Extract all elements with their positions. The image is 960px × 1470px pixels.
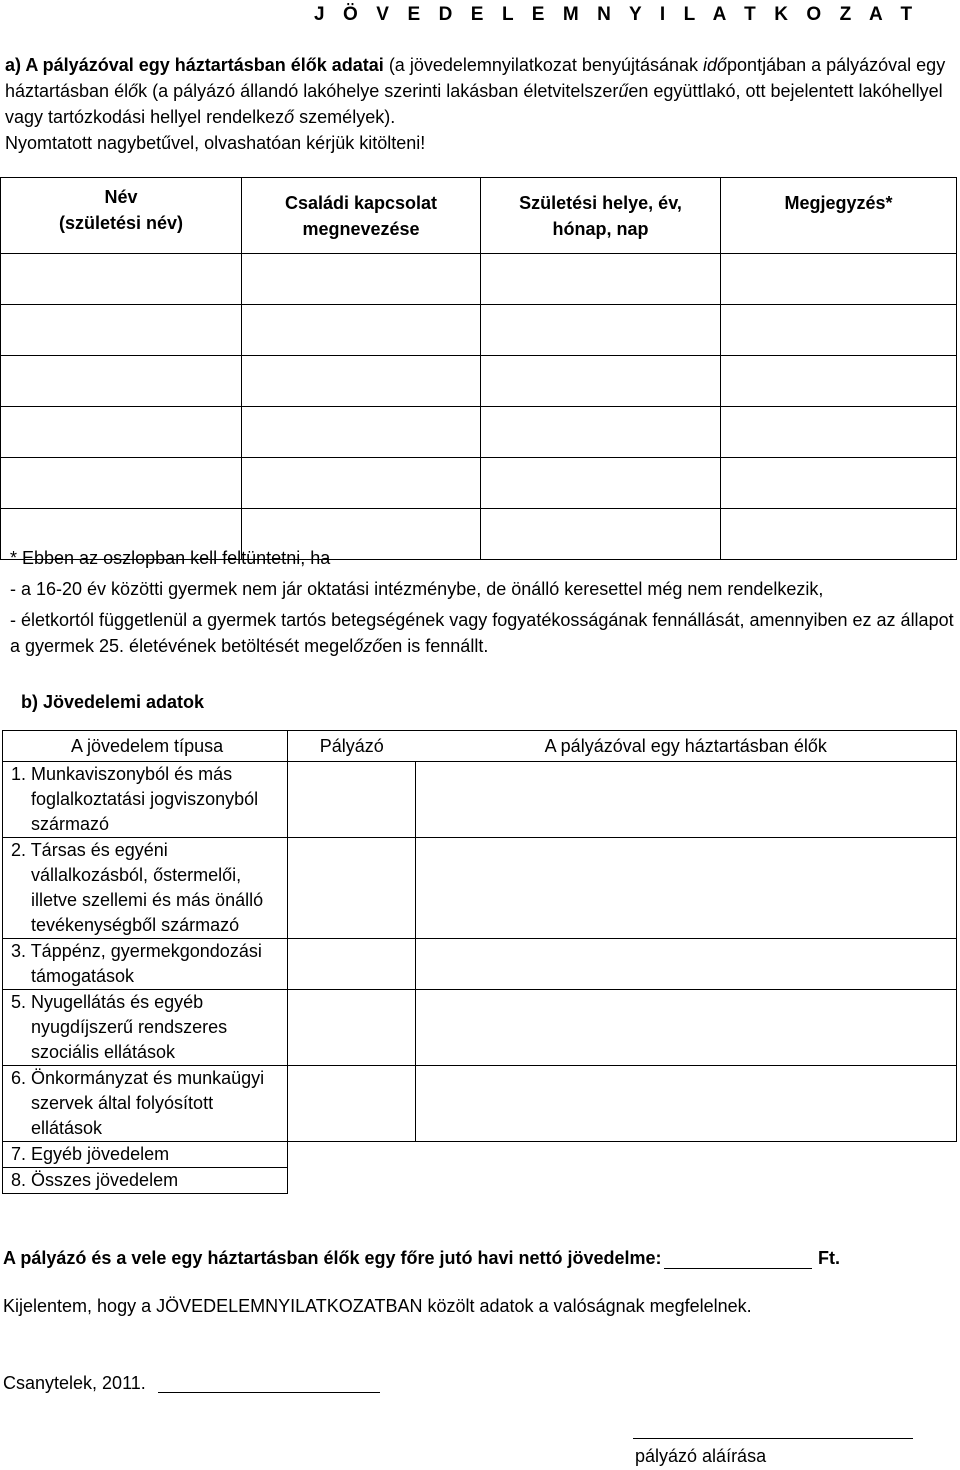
income-table: [2, 730, 957, 1194]
income-type-cell: [3, 762, 288, 838]
income-household-cell[interactable]: [416, 1066, 957, 1142]
income-row: [3, 1168, 957, 1194]
signature-label: pályázó aláírása: [635, 1446, 767, 1466]
table-cell[interactable]: [242, 305, 481, 356]
income-household-cell[interactable]: [416, 1168, 957, 1194]
date-field[interactable]: [158, 1392, 380, 1393]
col-header-note: [721, 178, 957, 254]
income-type-text: vállalkozásból, őstermelői,: [31, 865, 242, 885]
table-header-row: [1, 178, 957, 254]
income-type-cell: [3, 990, 288, 1066]
income-type-text: 5. Nyugellátás és egyéb: [11, 992, 204, 1012]
income-type-text: 3. Táppénz, gyermekgondozási: [11, 941, 262, 961]
intro-text: ő: [284, 107, 295, 127]
income-applicant-cell[interactable]: [288, 1142, 416, 1168]
footnote-line: - a 16-20 év közötti gyermek nem jár oktatási intézménybe, de önálló keresettel még nem rendelkezik,: [10, 579, 824, 599]
col-header-text: Név (születési név): [58, 187, 184, 233]
income-household-cell[interactable]: [416, 939, 957, 990]
intro-text: k (a pályázó állandó lakóhelye szerinti lakásban életvitelszer: [138, 81, 619, 101]
table-cell[interactable]: [1, 305, 242, 356]
table-cell[interactable]: [242, 407, 481, 458]
net-income-label: A pályázó és a vele egy háztartásban élők egy főre jutó havi nettó jövedelme:: [3, 1248, 662, 1268]
table-cell[interactable]: [721, 305, 957, 356]
fill-instruction: Nyomtatott nagybetűvel, olvashatóan kérjük kitölteni!: [5, 133, 426, 153]
income-household-cell[interactable]: [416, 1142, 957, 1168]
income-row: [3, 990, 957, 1066]
income-type-cell: [3, 838, 288, 939]
income-type-text: tevékenységből származó: [31, 915, 240, 935]
intro-text: (a jövedelemnyilatkozat benyújtásának: [383, 55, 703, 75]
table-cell[interactable]: [481, 356, 721, 407]
section-a-label: a) A pályázóval egy háztartásban élők adatai: [5, 55, 384, 75]
declaration-text: Kijelentem, hogy a JÖVEDELEMNYILATKOZATBAN közölt adatok a valóságnak megfelelnek.: [3, 1296, 752, 1316]
table-row: [1, 356, 957, 407]
table-cell[interactable]: [721, 254, 957, 305]
income-household-cell[interactable]: [416, 990, 957, 1066]
table-cell[interactable]: [721, 458, 957, 509]
income-type-text: 2. Társas és egyéni: [11, 840, 168, 860]
table-cell[interactable]: [721, 356, 957, 407]
table-cell[interactable]: [481, 458, 721, 509]
income-type-text: származó: [31, 814, 110, 834]
income-applicant-cell[interactable]: [288, 990, 416, 1066]
income-row: [3, 838, 957, 939]
table-cell[interactable]: [242, 458, 481, 509]
income-applicant-cell[interactable]: [288, 762, 416, 838]
income-applicant-cell[interactable]: [288, 939, 416, 990]
footnote-line: - életkortól függetlenül a gyermek tartós betegségének vagy fogyatékosságának fennállását, amennyiben ez az állapot: [10, 610, 954, 630]
table-cell[interactable]: [481, 254, 721, 305]
income-col-applicant: Pályázó: [288, 731, 416, 762]
income-type-text: nyugdíjszerű rendszeres: [31, 1017, 228, 1037]
table-row: [1, 305, 957, 356]
income-col-household: A pályázóval egy háztartásban élők: [416, 731, 957, 762]
income-row: [3, 1066, 957, 1142]
income-type-text: ellátások: [31, 1118, 103, 1138]
col-header-birth: [481, 178, 721, 254]
table-row: [1, 254, 957, 305]
table-row: [1, 458, 957, 509]
section-b-label: b) Jövedelemi adatok: [21, 692, 205, 712]
col-header-text: Születési helye, év, hónap, nap: [519, 193, 682, 239]
section-a-intro: [5, 52, 957, 156]
place-date: Csanytelek, 2011.: [3, 1373, 146, 1393]
income-type-text: foglalkoztatási jogviszonyból: [31, 789, 259, 809]
footnote-line: * Ebben az oszlopban kell feltüntetni, ha: [10, 548, 331, 568]
footnote-text: a gyermek 25. életévének betöltését megel: [10, 636, 354, 656]
income-type-text: szociális ellátások: [31, 1042, 176, 1062]
income-applicant-cell[interactable]: [288, 1066, 416, 1142]
col-header-text: Családi kapcsolat megnevezése: [284, 193, 438, 239]
footnote-text: en is fennállt.: [382, 636, 489, 656]
table-cell[interactable]: [1, 254, 242, 305]
income-header-row: [3, 731, 957, 762]
income-applicant-cell[interactable]: [288, 838, 416, 939]
footnote-text: őző: [353, 636, 383, 656]
income-type-text: 6. Önkormányzat és munkaügyi: [11, 1068, 265, 1088]
col-header-relation: [242, 178, 481, 254]
income-type-text: támogatások: [31, 966, 135, 986]
intro-text: en együttlakó, ott bejelentett lakóhellyel vagy tartózkodási hellyel rendelkez: [5, 81, 943, 127]
income-type-text: szervek által folyósított: [31, 1093, 214, 1113]
table-cell[interactable]: [481, 305, 721, 356]
footnote-line: [10, 633, 954, 659]
table-cell[interactable]: [1, 407, 242, 458]
currency-unit: Ft.: [818, 1248, 840, 1268]
income-type-cell: [3, 1142, 288, 1168]
income-applicant-cell[interactable]: [288, 1168, 416, 1194]
income-type-cell: [3, 939, 288, 990]
footnote: [10, 545, 954, 659]
table-row: [1, 407, 957, 458]
table-cell[interactable]: [242, 356, 481, 407]
col-header-text: Megjegyzés*: [784, 193, 893, 213]
table-cell[interactable]: [721, 407, 957, 458]
table-cell[interactable]: [242, 254, 481, 305]
col-header-name: [1, 178, 242, 254]
signature-line[interactable]: [633, 1438, 913, 1439]
income-col-type: A jövedelem típusa: [3, 731, 288, 762]
income-type-text: illetve szellemi és más önálló: [31, 890, 264, 910]
income-type-text: 8. Összes jövedelem: [11, 1170, 179, 1190]
income-household-cell[interactable]: [416, 838, 957, 939]
document-title: J Ö V E D E L E M N Y I L A T K O Z A T: [314, 4, 919, 25]
intro-text: ű: [618, 81, 629, 101]
intro-text: pontjában a pályázóval egy háztartásban él: [5, 55, 946, 101]
table-cell[interactable]: [481, 407, 721, 458]
income-type-cell: [3, 1066, 288, 1142]
intro-text: ő: [128, 81, 139, 101]
income-type-text: 7. Egyéb jövedelem: [11, 1144, 170, 1164]
table-cell[interactable]: [1, 356, 242, 407]
income-row: [3, 1142, 957, 1168]
income-row: [3, 762, 957, 838]
income-row: [3, 939, 957, 990]
income-type-text: 1. Munkaviszonyból és más: [11, 764, 233, 784]
intro-text: személyek).: [294, 107, 396, 127]
table-cell[interactable]: [1, 458, 242, 509]
household-members-table: [0, 177, 957, 560]
income-household-cell[interactable]: [416, 762, 957, 838]
income-type-cell: [3, 1168, 288, 1194]
net-income-field[interactable]: [664, 1268, 812, 1269]
intro-text: idő: [703, 55, 728, 75]
